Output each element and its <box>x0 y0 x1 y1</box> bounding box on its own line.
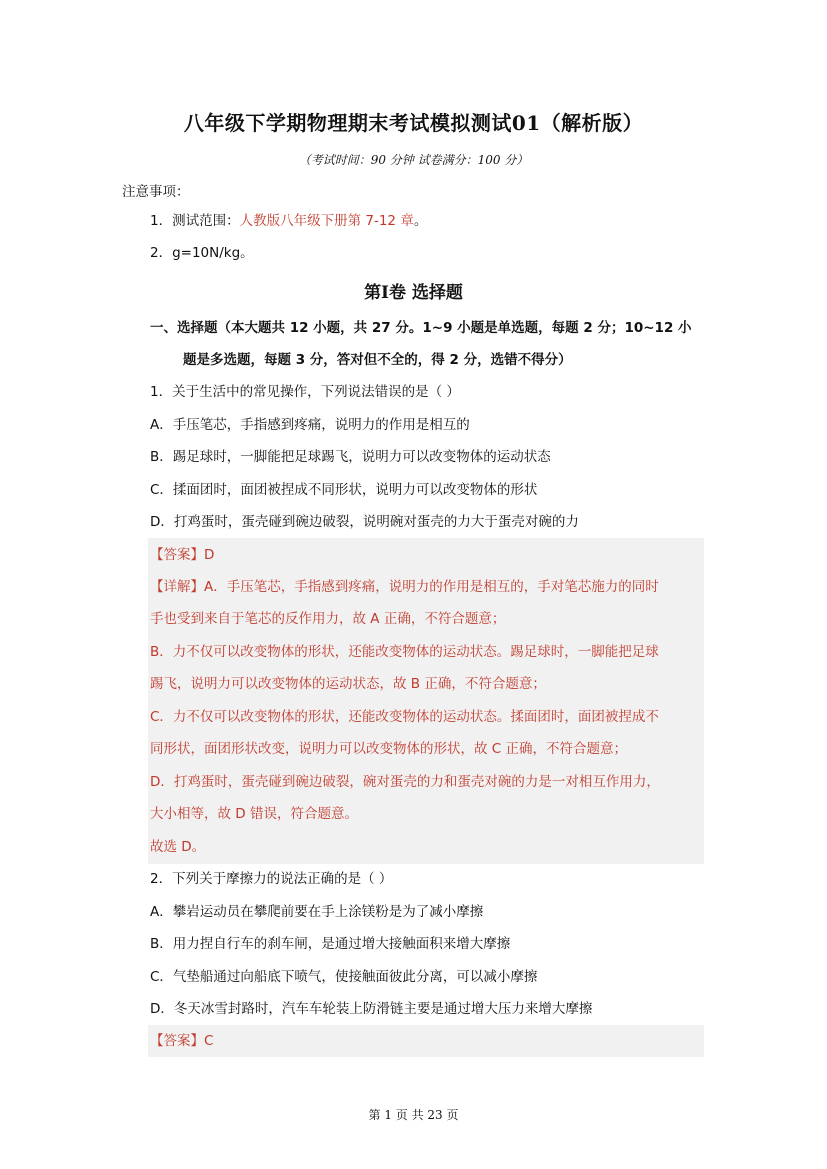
question-2-option-c: C．气垫船通过向船底下喷气，使接触面彼此分离，可以减小摩擦 <box>150 969 538 985</box>
question-1-explanation-line: B．力不仅可以改变物体的形状，还能改变物体的运动状态。踢足球时，一脚能把足球 <box>150 644 659 660</box>
page-footer: 第 1 页 共 23 页 <box>368 1108 459 1122</box>
question-2-option-a: A．攀岩运动员在攀爬前要在手上涂镁粉是为了减小摩擦 <box>150 904 484 920</box>
question-1-answer: 【答案】D <box>150 547 215 563</box>
notice-item-1 <box>150 211 427 231</box>
question-2-option-b: B．用力捏自行车的刹车闸，是通过增大接触面积来增大摩擦 <box>150 936 511 952</box>
notice-item-1-suffix: 。 <box>413 213 428 229</box>
question-1-explanation-line: 故选 D。 <box>150 839 206 855</box>
notice-item-1-scope: 人教版八年级下册第 7-12 章 <box>239 213 414 229</box>
question-2-stem: 2．下列关于摩擦力的说法正确的是（ ） <box>150 871 393 887</box>
question-1-explanation-line: C．力不仅可以改变物体的形状，还能改变物体的运动状态。揉面团时，面团被捏成不 <box>150 709 659 725</box>
question-1-explanation-line: 同形状，面团形状改变，说明力可以改变物体的形状，故 C 正确，不符合题意； <box>150 741 628 757</box>
question-2-answer-box <box>148 1025 704 1057</box>
document-title: 八年级下学期物理期末考试模拟测试01（解析版） <box>183 111 644 135</box>
exam-info: （考试时间：90 分钟 试卷满分：100 分） <box>298 153 529 167</box>
section-title: 第Ⅰ卷 选择题 <box>364 283 463 303</box>
question-2-option-d: D．冬天冰雪封路时，汽车车轮装上防滑链主要是通过增大压力来增大摩擦 <box>150 1001 593 1017</box>
notice-item-1-prefix: 1．测试范围： <box>150 213 240 229</box>
question-1-option-a: A．手压笔芯，手指感到疼痛，说明力的作用是相互的 <box>150 417 470 433</box>
section-instruction-line-1: 一、选择题（本大题共 12 小题，共 27 分。1~9 小题是单选题，每题 2 分；10~12 小 <box>150 320 692 336</box>
question-1-explanation-line: 大小相等，故 D 错误，符合题意。 <box>150 806 358 822</box>
section-instruction-line-2: 题是多选题，每题 3 分，答对但不全的，得 2 分，选错不得分） <box>183 352 572 368</box>
question-2-answer: 【答案】C <box>150 1033 214 1049</box>
question-1-stem: 1．关于生活中的常见操作，下列说法错误的是（ ） <box>150 384 460 400</box>
question-1-option-d: D．打鸡蛋时，蛋壳碰到碗边破裂，说明碗对蛋壳的力大于蛋壳对碗的力 <box>150 514 579 530</box>
question-1-option-b: B．踢足球时，一脚能把足球踢飞，说明力可以改变物体的运动状态 <box>150 449 551 465</box>
question-1-option-c: C．揉面团时，面团被捏成不同形状，说明力可以改变物体的形状 <box>150 482 538 498</box>
question-1-explanation-line: 手也受到来自于笔芯的反作用力，故 A 正确，不符合题意； <box>150 611 506 627</box>
notice-item-2: 2．g=10N/kg。 <box>150 245 254 261</box>
question-1-explanation-line: 踢飞，说明力可以改变物体的运动状态，故 B 正确，不符合题意； <box>150 676 546 692</box>
question-1-explanation-line: D．打鸡蛋时，蛋壳碰到碗边破裂，碗对蛋壳的力和蛋壳对碗的力是一对相互作用力， <box>150 774 660 790</box>
question-1-explanation-line: 【详解】A．手压笔芯，手指感到疼痛，说明力的作用是相互的，手对笔芯施力的同时 <box>150 579 659 595</box>
notice-heading: 注意事项： <box>122 184 190 200</box>
